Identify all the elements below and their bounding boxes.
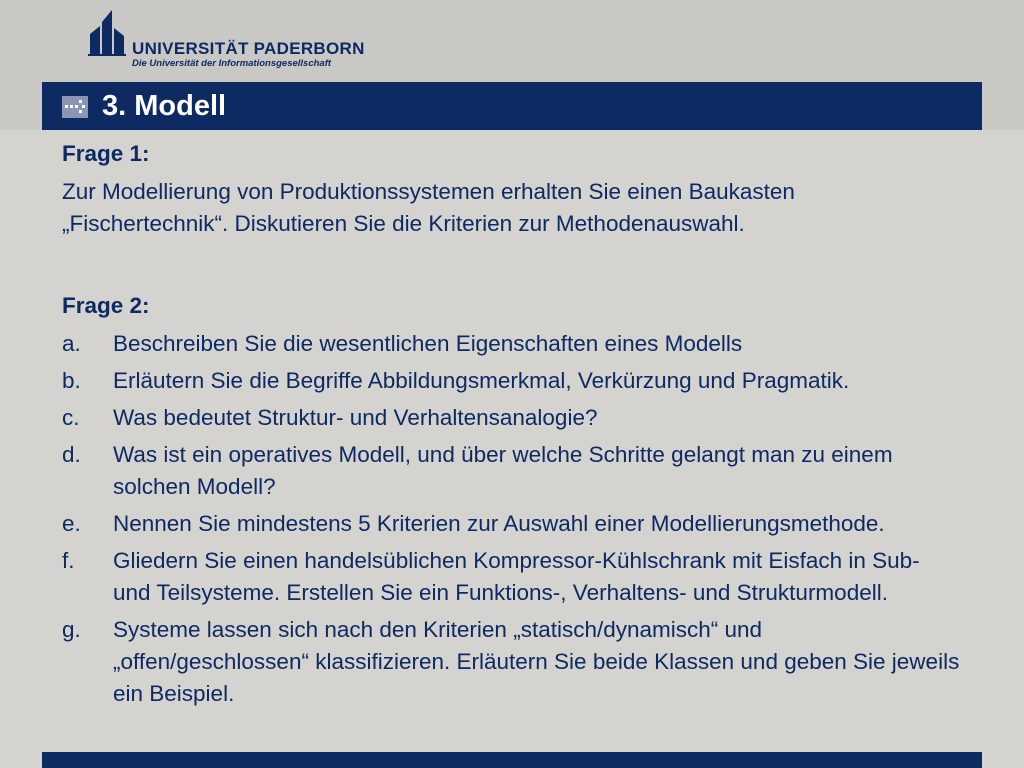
list-marker: f.	[62, 548, 75, 573]
frage-2-list	[62, 328, 962, 710]
list-item-text: Systeme lassen sich nach den Kriterien „statisch/dynamisch“ und „offen/geschlossen“ klassifizieren. Erläutern Sie beide Klassen und geben Sie jeweils ein Beispiel.	[113, 617, 960, 706]
list-item	[62, 508, 962, 540]
frage-1-text: Zur Modellierung von Produktionssystemen erhalten Sie einen Baukasten „Fischertechnik“. Diskutieren Sie die Kriterien zur Methodenauswahl.	[62, 179, 795, 236]
list-marker: e.	[62, 511, 81, 536]
slide-content	[42, 130, 982, 752]
list-item-text: Was ist ein operatives Modell, und über welche Schritte gelangt man zu einem solchen Modell?	[113, 442, 893, 499]
section-title: 3. Modell	[102, 90, 227, 122]
list-item-text: Beschreiben Sie die wesentlichen Eigenschaften eines Modells	[113, 331, 743, 356]
footer-bar	[42, 752, 982, 768]
list-marker: g.	[62, 617, 81, 642]
list-item	[62, 328, 962, 360]
frage-1	[62, 138, 962, 240]
list-item-text: Erläutern Sie die Begriffe Abbildungsmerkmal, Verkürzung und Pragmatik.	[113, 368, 850, 393]
list-item	[62, 545, 962, 609]
university-tagline: Die Universität der Informationsgesellschaft	[132, 58, 332, 69]
list-marker: a.	[62, 331, 81, 356]
list-item	[62, 614, 962, 710]
list-marker: d.	[62, 442, 81, 467]
list-item	[62, 365, 962, 397]
list-item	[62, 439, 962, 503]
list-marker: c.	[62, 405, 80, 430]
dotted-arrow-icon	[62, 96, 88, 118]
list-item-text: Was bedeutet Struktur- und Verhaltensanalogie?	[113, 405, 598, 430]
university-name: UNIVERSITÄT PADERBORN	[132, 39, 365, 58]
frage-1-heading: Frage 1:	[62, 141, 150, 166]
list-item-text: Gliedern Sie einen handelsüblichen Kompressor-Kühlschrank mit Eisfach in Sub- und Teilsysteme. Erstellen Sie ein Funktions-, Verhaltens- und Strukturmodell.	[113, 548, 920, 605]
title-bar	[42, 82, 982, 130]
university-logo	[88, 8, 365, 70]
list-marker: b.	[62, 368, 81, 393]
list-item	[62, 402, 962, 434]
list-item-text: Nennen Sie mindestens 5 Kriterien zur Auswahl einer Modellierungsmethode.	[113, 511, 885, 536]
frage-2-heading: Frage 2:	[62, 293, 150, 318]
paderborn-logo-icon	[88, 8, 128, 56]
frage-2	[62, 290, 962, 715]
